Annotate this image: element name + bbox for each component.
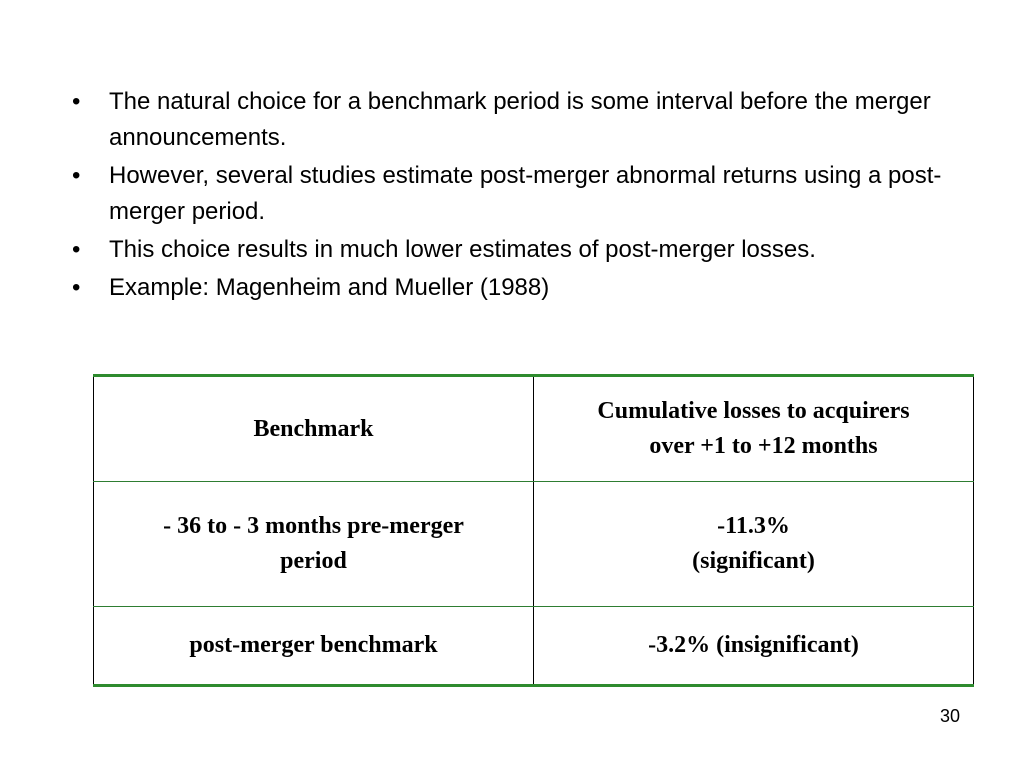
cell-losses-line2: (significant) [692,548,815,574]
header-losses-line2: over +1 to +12 months [649,433,878,459]
table-row [94,482,974,607]
header-losses-line1: Cumulative losses to acquirers [597,398,910,424]
bullet-item [72,270,972,306]
benchmark-table [93,374,974,687]
bullet-text: This choice results in much lower estimates of post-merger losses. [109,236,816,263]
cell-benchmark [94,482,534,607]
header-cumulative-losses [534,376,974,482]
bullet-list [72,84,972,308]
bullet-text: The natural choice for a benchmark period is some interval before the merger announcements. [109,88,931,151]
bullet-item [72,232,972,268]
benchmark-table-container [93,374,973,686]
cell-losses-line1: -3.2% (insignificant) [648,632,859,658]
cell-benchmark-line1: - 36 to - 3 months pre-merger [163,513,464,539]
table-row [94,607,974,686]
cell-losses-line1: -11.3% [717,513,790,539]
cell-benchmark-line2: period [280,548,347,574]
bullet-item [72,158,972,230]
bullet-item [72,84,972,156]
page-number: 30 [939,706,960,726]
cell-benchmark [94,607,534,686]
cell-losses [534,607,974,686]
bullet-text: Example: Magenheim and Mueller (1988) [109,274,550,301]
header-benchmark-label: Benchmark [253,415,374,442]
table-header-row [94,376,974,482]
cell-losses [534,482,974,607]
bullet-symbol: • [72,274,81,301]
cell-benchmark-line1: post-merger benchmark [189,632,438,658]
header-benchmark [94,376,534,482]
bullet-symbol: • [72,88,81,115]
bullet-symbol: • [72,162,81,189]
bullet-text: However, several studies estimate post-merger abnormal returns using a post-merger period. [109,162,942,225]
bullet-symbol: • [72,236,81,263]
